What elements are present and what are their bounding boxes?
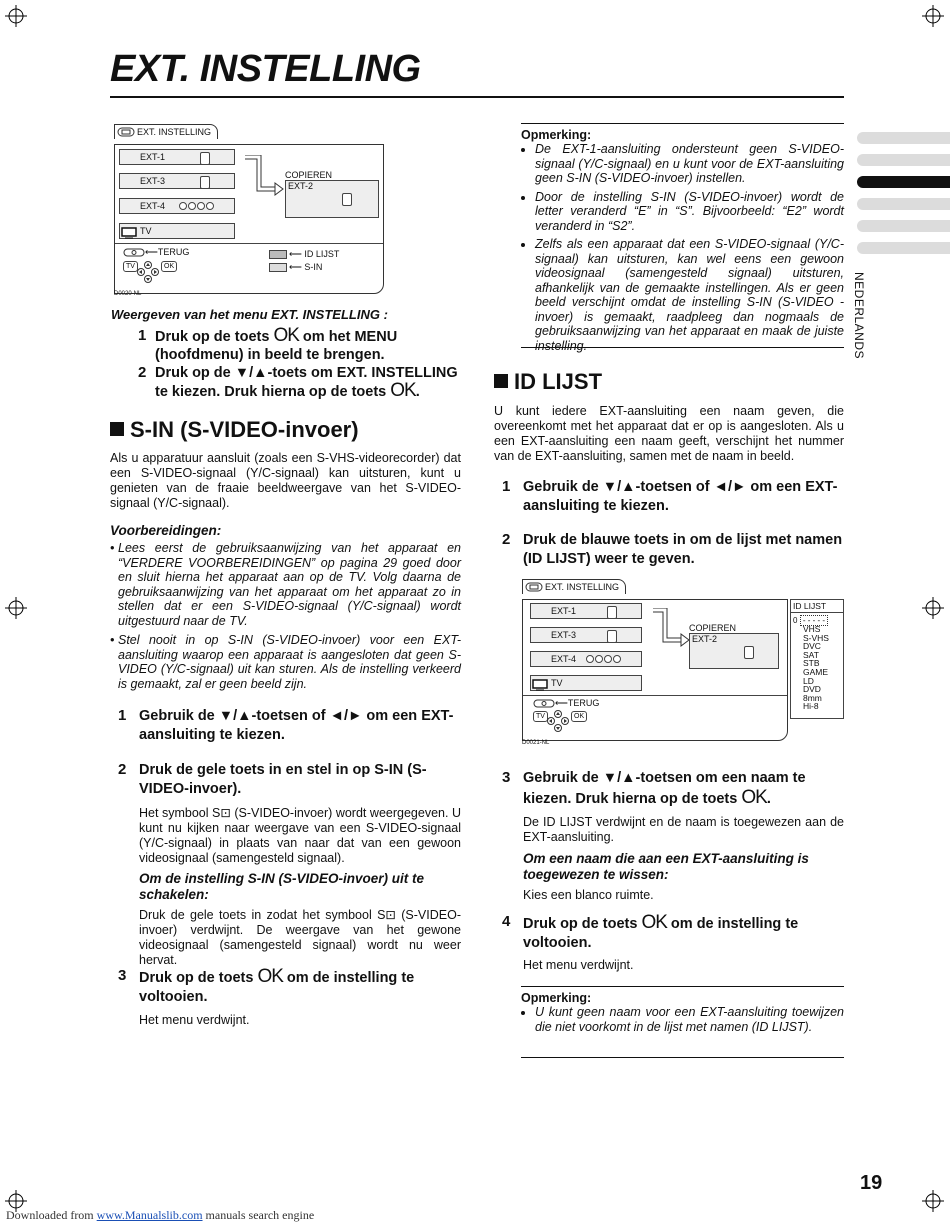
step-number: 3 bbox=[502, 769, 511, 786]
sin-step-2: Druk de gele toets in en stel in op S-IN (S-VIDEO-invoer). bbox=[139, 762, 427, 797]
section-tab bbox=[857, 132, 950, 144]
step-number: 2 bbox=[118, 761, 127, 778]
id-erase-body: Kies een blanco ruimte. bbox=[523, 888, 654, 902]
tv-label: TV bbox=[140, 226, 152, 236]
dpad-icon bbox=[547, 710, 569, 732]
tv-button: TV bbox=[123, 261, 138, 272]
sin-off-heading: Om de instelling S-IN (S-VIDEO-invoer) uit te schakelen: bbox=[139, 871, 425, 902]
step-text: om de instelling te voltooien. bbox=[523, 916, 799, 951]
registration-mark-icon bbox=[922, 597, 944, 619]
section-tabs bbox=[857, 132, 950, 264]
screen-tab-label: EXT. INSTELLING bbox=[545, 582, 620, 592]
legend-s-in: ⟵ S-IN bbox=[269, 262, 322, 273]
note-heading: Opmerking: bbox=[521, 991, 592, 1005]
id-step-3-body: De ID LIJST verdwijnt en de naam is toegewezen aan de EXT-aansluiting. bbox=[523, 815, 844, 844]
id-list-item: LD bbox=[803, 675, 814, 686]
note-item: • De EXT-1-aansluiting ondersteunt geen S-VIDEO-signaal (Y/C-signaal) en u kunt voor de EXT-aansluiting geen S-IN (S-VIDEO-invoer) instellen. bbox=[535, 142, 844, 186]
heading-square-icon bbox=[494, 374, 508, 388]
prep-bullet-1 bbox=[110, 541, 461, 628]
ext4-item bbox=[530, 651, 642, 667]
bullet-text: Lees eerst de gebruiksaanwijzing van het apparaat en “VERDERE VOORBEREIDINGEN” op pagina 29 goed door en sluit hierna het apparaat aan op de TV. Volg daarna de gebruiksaanwijzing van het apparaat om het apparaat zo in stellen dat er een S-VIDEO-signaal (Y/C-signaal) wordt uitgestuurd naar de TV. bbox=[118, 541, 461, 628]
menu-caption: Weergeven van het menu EXT. INSTELLING : bbox=[111, 307, 388, 322]
step-number: 1 bbox=[502, 478, 511, 495]
copy-target-box bbox=[689, 633, 779, 669]
id-step-4-body: Het menu verdwijnt. bbox=[523, 958, 634, 972]
legend-id-lijst: ⟵ ID LIJST bbox=[269, 249, 339, 260]
back-label: ⟵TERUG bbox=[145, 247, 190, 257]
copy-target-box bbox=[285, 180, 379, 218]
step-number: 3 bbox=[118, 967, 127, 984]
back-label: ⟵TERUG bbox=[555, 698, 600, 708]
copy-target-label: EXT-2 bbox=[692, 634, 718, 644]
section-tab bbox=[857, 154, 950, 166]
step-text: Druk op de ▼/▲-toets om EXT. INSTELLING te kiezen. Druk hierna op de toets bbox=[155, 365, 458, 400]
section-tab-active bbox=[857, 176, 950, 188]
sin-off-body: Druk de gele toets in zodat het symbool S⊡ (S-VIDEO-invoer) verdwijnt. De weergave van het gewone videosignaal (samengesteld signaal) wordt nu weer hervat. bbox=[139, 908, 461, 967]
back-button-icon bbox=[533, 699, 555, 708]
section-tab bbox=[857, 198, 950, 210]
id-list-item: GAME bbox=[803, 666, 829, 677]
step-number: 1 bbox=[118, 707, 127, 724]
ext4-label: EXT-4 bbox=[140, 201, 166, 211]
menu-diagram-1 bbox=[114, 124, 386, 296]
connector-icon bbox=[342, 193, 352, 206]
step-text: Druk op de toets bbox=[155, 329, 270, 345]
tv-button: TV bbox=[533, 711, 548, 722]
tv-icon bbox=[121, 227, 137, 239]
ok-button: OK bbox=[161, 261, 177, 272]
id-list-item: VHS bbox=[803, 624, 821, 634]
back-button-icon bbox=[123, 248, 145, 257]
note-item: • U kunt geen naam voor een EXT-aansluiting toewijzen die niet voorkomt in de lijst met namen (ID LIJST). bbox=[535, 1005, 844, 1034]
page-number: 19 bbox=[860, 1172, 883, 1194]
step-2 bbox=[155, 364, 461, 401]
note-box-1 bbox=[521, 123, 844, 353]
ok-symbol: OK bbox=[257, 966, 283, 987]
section-heading-text: ID LIJST bbox=[514, 369, 603, 394]
legend-id-lijst-label: ID LIJST bbox=[304, 249, 340, 259]
tv-label: TV bbox=[551, 678, 563, 688]
ext1-item bbox=[530, 603, 642, 619]
registration-mark-icon bbox=[5, 597, 27, 619]
heading-square-icon bbox=[110, 422, 124, 436]
figure-code: D0020-NL bbox=[114, 291, 142, 297]
ok-symbol: OK bbox=[641, 912, 667, 933]
copy-arrow-icon bbox=[243, 155, 285, 201]
sin-intro: Als u apparatuur aansluit (zoals een S-VHS-videorecorder) dat een S-VIDEO-signaal (Y/C-signaal) kan uitsturen, kunt u genieten van de fraaie beeldweergave van het S-VIDEO-signaal (Y/C-signaal). bbox=[110, 451, 461, 510]
id-list-item: DVD bbox=[803, 684, 821, 695]
component-jacks-icon bbox=[586, 655, 621, 663]
legend-s-in-label: S-IN bbox=[304, 262, 323, 272]
step-text: Druk op de toets bbox=[139, 970, 254, 986]
back-text: TERUG bbox=[567, 698, 600, 708]
selector-icon: 0 bbox=[793, 616, 798, 625]
registration-mark-icon bbox=[922, 1190, 944, 1212]
ok-symbol: OK bbox=[390, 380, 416, 401]
id-list-item: 8mm bbox=[803, 692, 822, 703]
registration-mark-icon bbox=[922, 5, 944, 27]
step-text: om het MENU (hoofdmenu) in beeld te brengen. bbox=[155, 329, 398, 363]
id-list-item: DVC bbox=[803, 641, 821, 652]
bullet: • bbox=[110, 541, 115, 555]
step-number: 2 bbox=[138, 364, 147, 381]
connector-icon bbox=[607, 606, 617, 619]
ok-symbol: OK bbox=[273, 325, 299, 346]
ext1-item bbox=[119, 149, 235, 165]
sin-step-3-body: Het menu verdwijnt. bbox=[139, 1013, 250, 1027]
menu-screen bbox=[114, 144, 384, 294]
id-list-items bbox=[791, 625, 843, 711]
copy-label: COPIEREN bbox=[285, 170, 333, 180]
legend-swatch bbox=[269, 250, 287, 259]
ext1-label: EXT-1 bbox=[140, 152, 166, 162]
legend-swatch bbox=[269, 263, 287, 272]
section-tab bbox=[857, 242, 950, 254]
ext3-item bbox=[119, 173, 235, 189]
section-heading-sin bbox=[110, 417, 359, 443]
footer-text: Downloaded from bbox=[6, 1208, 97, 1222]
id-step-3 bbox=[523, 769, 844, 809]
step-number: 4 bbox=[502, 913, 511, 930]
id-step-4 bbox=[523, 913, 844, 953]
step-number: 1 bbox=[138, 327, 147, 344]
registration-mark-icon bbox=[5, 5, 27, 27]
footer-link[interactable]: www.Manualslib.com bbox=[96, 1208, 203, 1222]
note-list bbox=[521, 1005, 844, 1034]
connector-icon bbox=[200, 176, 210, 189]
menu-icon bbox=[525, 582, 543, 592]
footer-text: manuals search engine bbox=[202, 1208, 315, 1222]
menu-diagram-2 bbox=[522, 579, 846, 749]
id-intro: U kunt iedere EXT-aansluiting een naam geven, die overeenkomt met het apparaat dat er op is aangesloten. Als u een EXT-aansluiting een naam geeft, verschijnt het nummer van de EXT-aansluiting, samen met de naam in beeld. bbox=[494, 404, 844, 463]
page-title: EXT. INSTELLING bbox=[110, 48, 421, 90]
note-item: • Door de instelling S-IN (S-VIDEO-invoer) wordt de letter veranderd “E” in “S”. Bijvoorbeeld: “E2” wordt veranderd in “S2”. bbox=[535, 190, 844, 234]
id-erase-heading: Om een naam die aan een EXT-aansluiting is toegewezen te wissen: bbox=[523, 851, 809, 882]
ext4-label: EXT-4 bbox=[551, 654, 577, 664]
sin-step-2-body: Het symbool S⊡ (S-VIDEO-invoer) wordt weergegeven. U kunt nu kijken naar weergave van een S-VIDEO-signaal (Y/C-signaal) in plaats van naar dat van een gewoon videosignaal (samengesteld signaal). bbox=[139, 806, 461, 865]
id-list-item: Hi-8 bbox=[803, 701, 819, 712]
screen-tab-label: EXT. INSTELLING bbox=[137, 127, 212, 137]
footer bbox=[6, 1208, 314, 1223]
copy-target-label: EXT-2 bbox=[288, 181, 314, 191]
section-heading-text: S-IN (S-VIDEO-invoer) bbox=[130, 417, 359, 442]
id-list-title: ID LIJST bbox=[791, 600, 843, 613]
copy-label: COPIEREN bbox=[689, 623, 737, 633]
menu-screen bbox=[522, 599, 788, 741]
bullet: • bbox=[110, 633, 115, 647]
connector-icon bbox=[200, 152, 210, 165]
dpad-icon bbox=[137, 261, 159, 283]
copy-arrow-icon bbox=[651, 608, 691, 652]
id-list-blank: - - - - - bbox=[800, 615, 828, 626]
step-text: Gebruik de ▼/▲-toetsen om een naam te kiezen. Druk hierna op de toets bbox=[523, 770, 806, 807]
step-number: 2 bbox=[502, 531, 511, 548]
id-list-item: STB bbox=[803, 658, 820, 669]
figure-code: D0021-NL bbox=[522, 740, 550, 746]
note-heading: Opmerking: bbox=[521, 128, 592, 142]
ext1-label: EXT-1 bbox=[551, 606, 577, 616]
bullet-text: Stel nooit in op S-IN (S-VIDEO-invoer) voor een EXT-aansluiting waarop een apparaat is aangesloten dat geen S-VIDEO (Y/C-signaal) uit kan sturen. Als de instelling verkeerd is gemaakt, zal er geen beeld zijn. bbox=[118, 633, 461, 691]
note-list bbox=[521, 142, 844, 353]
step-text: . bbox=[415, 384, 420, 400]
id-list-panel bbox=[790, 599, 844, 719]
back-text: TERUG bbox=[157, 247, 190, 257]
ext3-item bbox=[530, 627, 642, 643]
ext3-label: EXT-3 bbox=[551, 630, 577, 640]
id-list-item: S-VHS bbox=[803, 632, 829, 643]
prep-heading: Voorbereidingen: bbox=[110, 523, 222, 538]
sin-step-3 bbox=[139, 967, 461, 1007]
language-label: NEDERLANDS bbox=[852, 272, 866, 360]
prep-bullet-2 bbox=[110, 633, 461, 691]
step-1 bbox=[155, 327, 461, 364]
ext4-item bbox=[119, 198, 235, 214]
id-step-2: Druk de blauwe toets in om de lijst met namen (ID LIJST) weer te geven. bbox=[523, 532, 843, 567]
divider bbox=[523, 695, 787, 696]
menu-icon bbox=[117, 127, 135, 137]
ok-symbol: OK bbox=[741, 787, 767, 808]
step-text: om de instelling te voltooien. bbox=[139, 970, 415, 1005]
section-tab bbox=[857, 220, 950, 232]
component-jacks-icon bbox=[179, 202, 214, 210]
note-item: • Zelfs als een apparaat dat een S-VIDEO-signaal (Y/C-signaal) kan uitsturen, kan wel eens een gewoon videosignaal (samengesteld signaal) uitsturen, afhankelijk van de gemaakte instellingen. Als er geen beeld verschijnt omdat de instelling S-IN (S-VIDEO -invoer) is gemaakt, raadpleeg dan nogmaals de gebruiksaanwijzing van het apparaat en maak de juiste instelling. bbox=[535, 237, 844, 353]
sin-step-1: Gebruik de ▼/▲-toetsen of ◄/► om een EXT-aansluiting te kiezen. bbox=[139, 708, 454, 743]
connector-icon bbox=[744, 646, 754, 659]
step-text: . bbox=[766, 791, 771, 807]
id-list-blank-row bbox=[791, 613, 843, 625]
ext3-label: EXT-3 bbox=[140, 176, 166, 186]
tv-icon bbox=[532, 679, 548, 691]
step-text: Druk op de toets bbox=[523, 916, 638, 932]
section-heading-id-lijst bbox=[494, 369, 602, 395]
title-rule bbox=[110, 96, 844, 98]
ok-button: OK bbox=[571, 711, 587, 722]
note-box-2 bbox=[521, 986, 844, 1058]
connector-icon bbox=[607, 630, 617, 643]
divider bbox=[115, 243, 383, 244]
id-list-item: SAT bbox=[803, 649, 819, 660]
id-step-1: Gebruik de ▼/▲-toetsen of ◄/► om een EXT-aansluiting te kiezen. bbox=[523, 479, 838, 514]
